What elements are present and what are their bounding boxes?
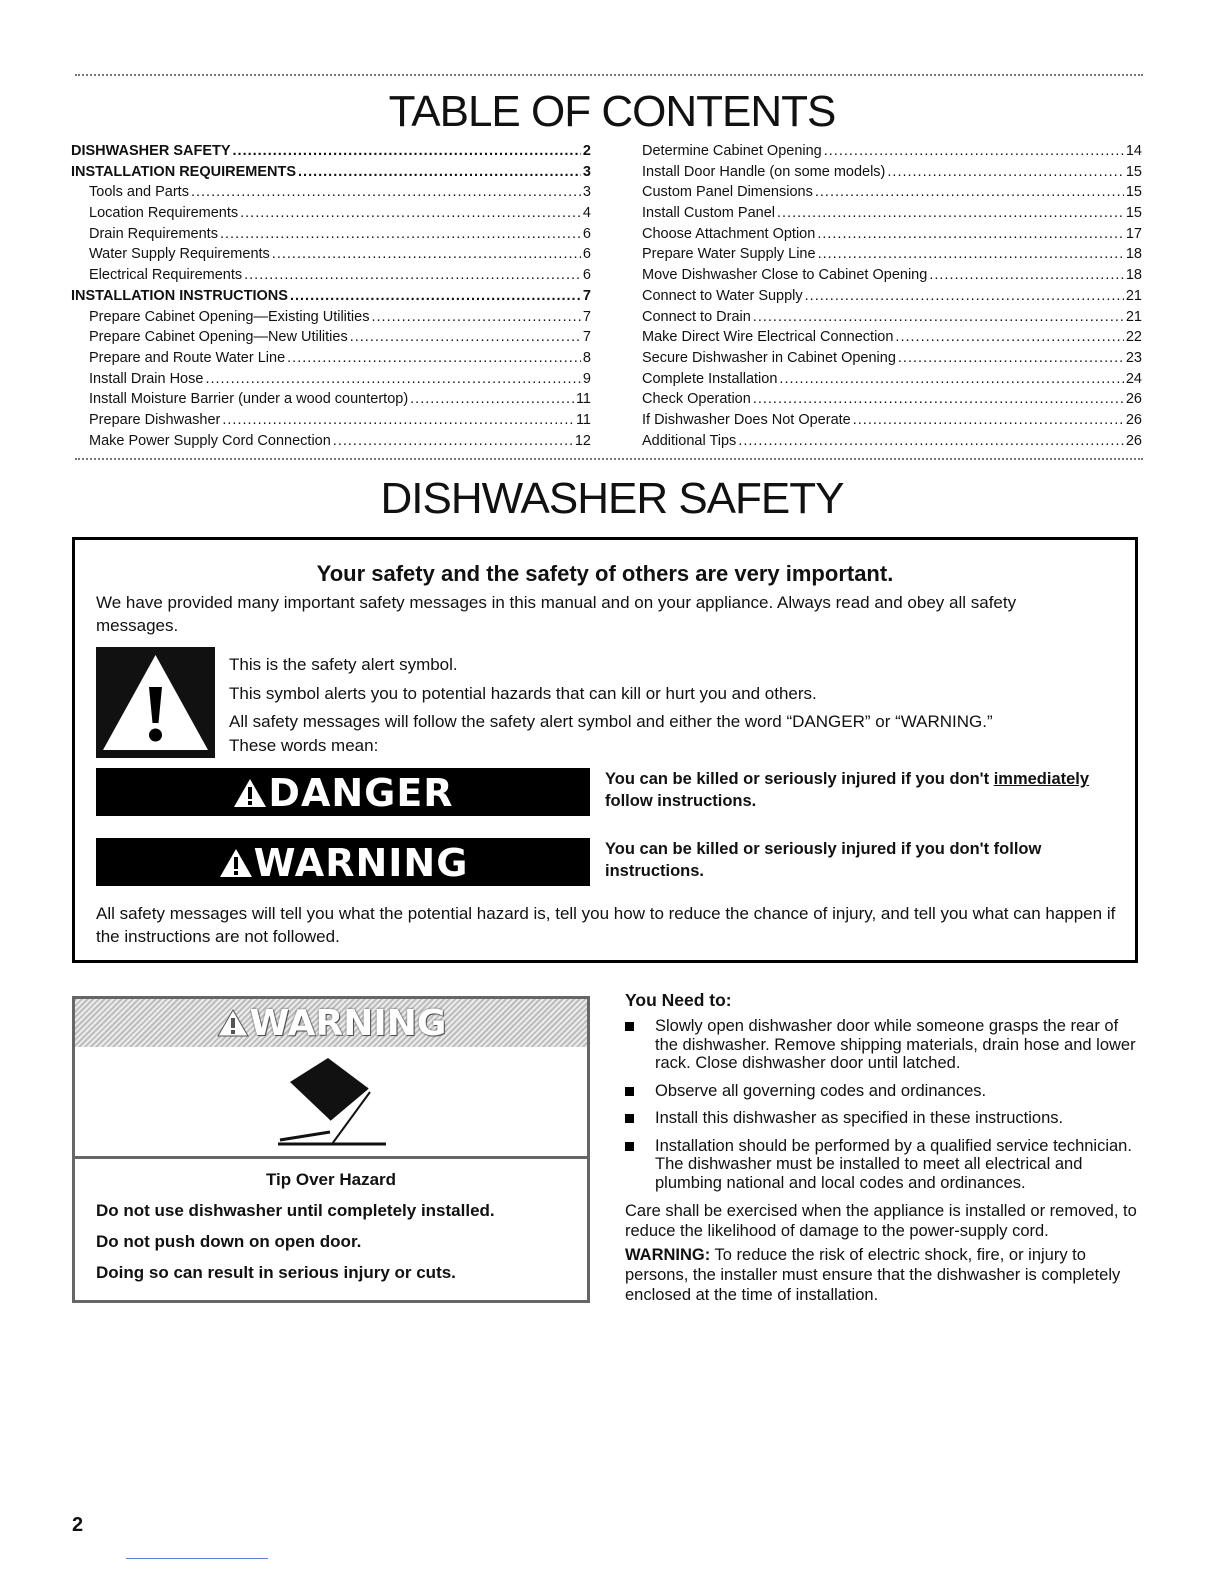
danger-label: DANGER <box>268 771 454 815</box>
toc-entry-page: 15 <box>1125 163 1142 180</box>
warning-signal-bar <box>96 838 590 886</box>
page-number: 2 <box>72 1514 84 1536</box>
toc-left-column <box>71 141 591 451</box>
toc-leader-dots <box>777 203 1124 224</box>
toc-leader-dots <box>895 327 1123 348</box>
warning-triangle-icon <box>232 777 268 809</box>
danger-meaning <box>605 768 1135 812</box>
toc-entry-label: Make Power Supply Cord Connection <box>89 432 331 449</box>
alert-line: All safety messages will follow the safety alert symbol and either the word “DANGER” or “WARNING.” <box>229 712 993 731</box>
toc-entry-page: 11 <box>575 411 591 428</box>
toc-entry[interactable] <box>642 286 1142 307</box>
toc-entry-label: Choose Attachment Option <box>642 225 816 242</box>
warning-label: WARNING <box>253 841 469 885</box>
toc-entry-page: 26 <box>1125 432 1142 449</box>
warning-meaning: You can be killed or seriously injured if you don't follow instructions. <box>605 840 1042 880</box>
safety-alert-triangle-icon <box>96 647 215 758</box>
toc-entry-label: Install Custom Panel <box>642 205 775 222</box>
toc-leader-dots <box>818 244 1124 265</box>
toc-entry[interactable] <box>642 369 1142 390</box>
toc-entry[interactable] <box>71 431 591 452</box>
toc-entry-label: Install Drain Hose <box>89 370 204 387</box>
toc-entry[interactable] <box>642 410 1142 431</box>
toc-leader-dots <box>824 141 1124 162</box>
toc-entry-label: Water Supply Requirements <box>89 246 270 263</box>
footer-rule <box>126 1558 268 1559</box>
bullet-icon <box>625 1087 634 1096</box>
toc-leader-dots <box>898 348 1124 369</box>
toc-entry-page: 7 <box>582 308 591 325</box>
toc-entry-label: Determine Cabinet Opening <box>642 143 822 159</box>
tip-instruction: Doing so can result in serious injury or cuts. <box>96 1263 456 1282</box>
toc-leader-dots <box>244 265 581 286</box>
toc-title: TABLE OF CONTENTS <box>388 87 836 136</box>
toc-entry[interactable] <box>642 162 1142 183</box>
alert-line: This is the safety alert symbol. <box>229 655 458 674</box>
list-item <box>625 1109 1145 1128</box>
tip-instruction: Do not use dishwasher until completely installed. <box>96 1201 495 1220</box>
toc-entry[interactable] <box>642 203 1142 224</box>
toc-entry[interactable] <box>71 141 591 162</box>
toc-entry-page: 9 <box>582 370 591 387</box>
toc-leader-dots <box>779 369 1123 390</box>
list-item <box>625 1017 1145 1073</box>
toc-entry[interactable] <box>642 307 1142 328</box>
toc-entry[interactable] <box>642 141 1142 162</box>
toc-entry[interactable] <box>71 307 591 328</box>
care-paragraph: Care shall be exercised when the appliance is installed or removed, to reduce the likelihood of damage to the power-supply cord. <box>625 1202 1137 1240</box>
top-divider <box>75 74 1143 76</box>
danger-meaning-text-end: follow instructions. <box>605 792 757 810</box>
warning-paragraph-text: To reduce the risk of electric shock, fire, or injury to persons, the installer must ensure that the dishwasher is completely enclosed at the time of installation. <box>625 1246 1121 1304</box>
toc-entry-page: 24 <box>1125 370 1142 387</box>
toc-entry-label: If Dishwasher Does Not Operate <box>642 411 851 428</box>
tip-warning-label: WARNING <box>249 1003 447 1044</box>
toc-entry-page: 6 <box>582 267 591 284</box>
list-item-text: Installation should be performed by a qualified service technician. The dishwasher must be installed to meet all electrical and plumbing national and local codes and ordinances. <box>655 1136 1132 1192</box>
tip-instruction: Do not push down on open door. <box>96 1232 362 1251</box>
danger-signal-bar <box>96 768 590 816</box>
toc-entry-label: INSTALLATION INSTRUCTIONS <box>71 287 288 304</box>
toc-entry[interactable] <box>71 162 591 183</box>
toc-right-column <box>642 141 1142 451</box>
list-item <box>625 1137 1145 1193</box>
toc-entry-page: 15 <box>1125 184 1142 201</box>
toc-leader-dots <box>929 265 1124 286</box>
toc-leader-dots <box>222 410 574 431</box>
toc-entry-page: 26 <box>1125 391 1142 408</box>
toc-leader-dots <box>298 162 581 183</box>
toc-entry-label: Prepare Cabinet Opening—New Utilities <box>89 329 348 346</box>
toc-entry-page: 18 <box>1125 246 1142 263</box>
toc-leader-dots <box>350 327 581 348</box>
toc-leader-dots <box>287 348 581 369</box>
tip-hazard-title: Tip Over Hazard <box>265 1170 397 1189</box>
toc-leader-dots <box>753 389 1124 410</box>
toc-entry-page: 21 <box>1125 287 1142 304</box>
toc-entry[interactable] <box>642 327 1142 348</box>
toc-leader-dots <box>220 224 581 245</box>
toc-entry-page: 7 <box>582 329 591 346</box>
toc-entry-label: Prepare Dishwasher <box>89 411 221 428</box>
alert-explanation <box>229 651 1109 755</box>
bullet-icon <box>625 1114 634 1123</box>
section-title: DISHWASHER SAFETY <box>380 474 844 523</box>
toc-leader-dots <box>333 431 573 452</box>
alert-line: These words mean: <box>229 735 379 755</box>
toc-entry-page: 12 <box>574 432 591 449</box>
toc-entry-label: Install Moisture Barrier (under a wood countertop) <box>89 391 409 408</box>
toc-entry[interactable] <box>642 348 1142 369</box>
toc-entry[interactable] <box>71 244 591 265</box>
toc-entry-page: 18 <box>1125 267 1142 284</box>
toc-entry-page: 8 <box>582 349 591 366</box>
toc-leader-dots <box>233 141 581 162</box>
toc-entry-page: 14 <box>1125 143 1142 159</box>
toc-entry-page: 7 <box>582 287 591 304</box>
warning-triangle-icon <box>218 847 254 879</box>
section-divider <box>75 458 1143 460</box>
toc-entry-label: Tools and Parts <box>89 184 189 201</box>
toc-leader-dots <box>290 286 581 307</box>
toc-entry-label: Location Requirements <box>89 205 239 222</box>
toc-leader-dots <box>738 431 1124 452</box>
toc-entry-page: 3 <box>582 163 591 180</box>
tip-box-divider <box>75 1156 587 1159</box>
toc-entry-label: Secure Dishwasher in Cabinet Opening <box>642 349 896 366</box>
toc-entry-label: Make Direct Wire Electrical Connection <box>642 329 894 346</box>
toc-entry-label: INSTALLATION REQUIREMENTS <box>71 163 297 180</box>
toc-entry-label: Custom Panel Dimensions <box>642 184 813 201</box>
toc-entry[interactable] <box>71 224 591 245</box>
alert-line: This symbol alerts you to potential hazards that can kill or hurt you and others. <box>229 683 817 703</box>
toc-leader-dots <box>191 182 581 203</box>
toc-entry[interactable] <box>642 431 1142 452</box>
toc-leader-dots <box>887 162 1123 183</box>
toc-entry-label: Check Operation <box>642 391 751 408</box>
toc-entry-page: 22 <box>1125 329 1142 346</box>
toc-leader-dots <box>753 307 1124 328</box>
safety-intro: We have provided many important safety messages in this manual and on your appliance. Always read and obey all safety messages. <box>96 593 1017 635</box>
tip-warning-header <box>75 999 587 1047</box>
list-item-text: Install this dishwasher as specified in these instructions. <box>655 1109 1064 1127</box>
toc-entry-page: 2 <box>582 143 591 159</box>
toc-entry-label: Connect to Water Supply <box>642 287 803 304</box>
toc-entry-page: 6 <box>582 225 591 242</box>
you-need-to-title: You Need to: <box>625 990 732 1010</box>
toc-leader-dots <box>817 224 1124 245</box>
toc-entry-label: Prepare Cabinet Opening—Existing Utilities <box>89 308 370 325</box>
bullet-icon <box>625 1022 634 1031</box>
toc-entry-page: 6 <box>582 246 591 263</box>
toc-leader-dots <box>805 286 1124 307</box>
toc-entry-page: 23 <box>1125 349 1142 366</box>
safety-heading: Your safety and the safety of others are very important. <box>316 561 894 586</box>
toc-entry[interactable] <box>642 389 1142 410</box>
toc-entry[interactable] <box>642 244 1142 265</box>
toc-entry-page: 17 <box>1125 225 1142 242</box>
toc-entry-label: Move Dishwasher Close to Cabinet Opening <box>642 267 928 284</box>
danger-meaning-text: You can be killed or seriously injured if you don't <box>605 770 994 788</box>
toc-entry-label: Connect to Drain <box>642 308 751 325</box>
toc-entry[interactable] <box>71 286 591 307</box>
toc-entry-label: Install Door Handle (on some models) <box>642 163 886 180</box>
toc-entry-label: DISHWASHER SAFETY <box>71 143 231 159</box>
toc-entry[interactable] <box>642 224 1142 245</box>
toc-leader-dots <box>371 307 580 328</box>
warning-triangle-icon <box>216 1008 250 1038</box>
toc-entry-label: Additional Tips <box>642 432 737 449</box>
toc-entry-label: Complete Installation <box>642 370 778 387</box>
warning-paragraph <box>625 1245 1145 1305</box>
safety-outro: All safety messages will tell you what the potential hazard is, tell you how to reduce the chance of injury, and tell you what can happen if the instructions are not followed. <box>96 904 1116 946</box>
toc-entry[interactable] <box>71 369 591 390</box>
list-item-text: Observe all governing codes and ordinances. <box>655 1081 987 1100</box>
toc-entry-label: Prepare and Route Water Line <box>89 349 286 366</box>
list-item-text: Slowly open dishwasher door while someone grasps the rear of the dishwasher. Remove shipping materials, drain hose and lower rack. Close dishwasher door until latched. <box>655 1017 1136 1072</box>
toc-leader-dots <box>410 389 574 410</box>
toc-entry-page: 21 <box>1125 308 1142 325</box>
toc-entry-label: Prepare Water Supply Line <box>642 246 816 263</box>
toc-leader-dots <box>853 410 1124 431</box>
warning-paragraph-label: WARNING: <box>625 1246 711 1264</box>
bullet-icon <box>625 1142 634 1151</box>
toc-entry-page: 26 <box>1125 411 1142 428</box>
list-item <box>625 1082 1145 1101</box>
toc-entry-page: 11 <box>575 391 591 408</box>
toc-leader-dots <box>272 244 581 265</box>
toc-entry[interactable] <box>642 265 1142 286</box>
toc-entry-page: 4 <box>582 205 591 222</box>
toc-entry[interactable] <box>71 348 591 369</box>
toc-entry-page: 15 <box>1125 205 1142 222</box>
toc-entry-page: 3 <box>582 184 591 201</box>
toc-entry-label: Electrical Requirements <box>89 267 243 284</box>
toc-entry[interactable] <box>71 327 591 348</box>
danger-meaning-emphasis: immediately <box>993 770 1090 788</box>
toc-entry[interactable] <box>71 389 591 410</box>
toc-entry[interactable] <box>71 182 591 203</box>
toc-entry[interactable] <box>71 410 591 431</box>
toc-entry[interactable] <box>71 265 591 286</box>
tip-over-icon <box>270 1052 390 1152</box>
toc-entry[interactable] <box>642 182 1142 203</box>
you-need-to-section <box>625 990 1145 1309</box>
toc-leader-dots <box>240 203 581 224</box>
toc-leader-dots <box>815 182 1124 203</box>
toc-entry[interactable] <box>71 203 591 224</box>
toc-leader-dots <box>205 369 580 390</box>
toc-entry-label: Drain Requirements <box>89 225 218 242</box>
